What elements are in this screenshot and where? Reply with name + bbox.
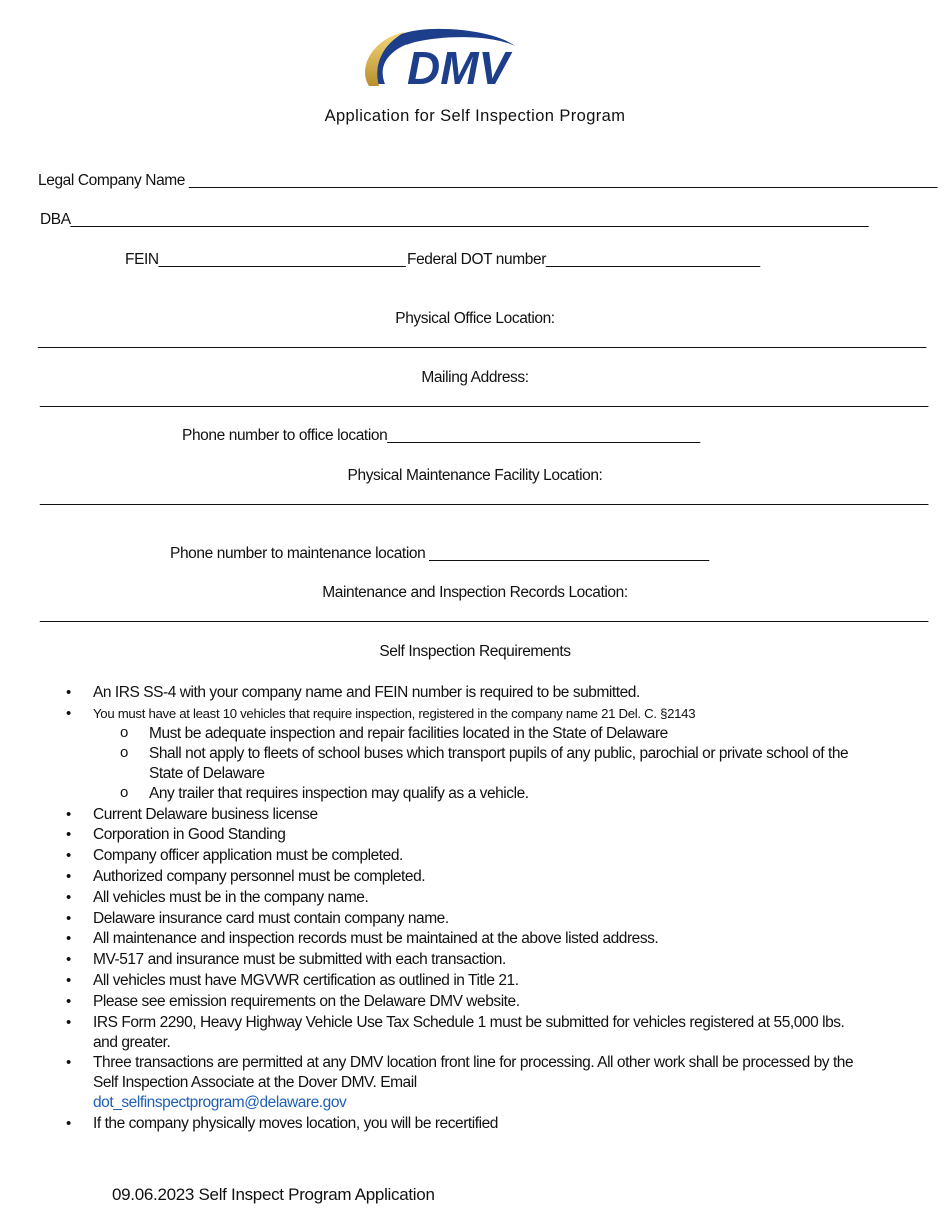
fein-label: FEIN <box>125 251 159 268</box>
legal-company-name-label: Legal Company Name <box>38 172 186 189</box>
federal-dot-blank[interactable]: __________________________ <box>545 251 760 268</box>
requirement-item: • Company officer application must be completed. <box>66 846 856 866</box>
requirement-item: • Corporation in Good Standing <box>66 825 856 845</box>
mailing-address-blank[interactable]: ____________________________________________________________________________________________________________ <box>40 391 928 408</box>
requirement-text: Three transactions are permitted at any DMV location front line for processing. All other work shall be processed by the Self Inspection Associate at the Dover DMV. Email <box>93 1054 854 1092</box>
maintenance-facility-label: Physical Maintenance Facility Location: <box>347 467 603 484</box>
requirement-item: • MV-517 and insurance must be submitted with each transaction. <box>66 950 856 970</box>
dba-row <box>40 211 868 229</box>
requirement-text: You must have at least 10 vehicles that require inspection, registered in the company name 21 Del. C. §2143 <box>93 705 696 721</box>
phone-maintenance-label: Phone number to maintenance location <box>170 545 426 562</box>
physical-office-label: Physical Office Location: <box>395 310 555 327</box>
requirement-item <box>66 704 856 804</box>
requirement-item: • All maintenance and inspection records must be maintained at the above listed address. <box>66 929 856 949</box>
requirement-item: • An IRS SS-4 with your company name and FEIN number is required to be submitted. <box>66 683 856 703</box>
requirement-item <box>66 1053 856 1113</box>
fein-row <box>125 251 405 269</box>
mailing-address-label: Mailing Address: <box>421 369 529 386</box>
fein-blank[interactable]: ______________________________ <box>158 251 406 268</box>
records-location-blank[interactable]: ____________________________________________________________________________________________________________ <box>40 606 928 623</box>
maintenance-facility-blank[interactable]: ____________________________________________________________________________________________________________ <box>40 489 928 506</box>
requirement-subitem: o Any trailer that requires inspection may qualify as a vehicle. <box>93 784 856 804</box>
requirement-subitem: o Shall not apply to fleets of school buses which transport pupils of any public, parochial or private school of the State of Delaware <box>93 744 856 784</box>
legal-company-name-blank[interactable]: ___________________________________________________________________________________________ <box>188 172 938 189</box>
email-link[interactable]: dot_selfinspectprogram@delaware.gov <box>93 1094 347 1112</box>
requirement-item: • If the company physically moves location, you will be recertified <box>66 1114 856 1134</box>
form-title: Application for Self Inspection Program <box>324 107 626 125</box>
federal-dot-row <box>407 251 760 269</box>
dba-blank[interactable]: _________________________________________________________________________________________________ <box>70 211 869 228</box>
requirement-item: • All vehicles must have MGVWR certification as outlined in Title 21. <box>66 971 856 991</box>
requirements-heading: Self Inspection Requirements <box>379 643 571 660</box>
phone-maintenance-row <box>170 545 709 563</box>
requirements-list <box>66 683 856 1135</box>
requirement-item: • Please see emission requirements on the Delaware DMV website. <box>66 992 856 1012</box>
dmv-logo-text: DMV <box>407 42 510 90</box>
phone-maintenance-blank[interactable]: __________________________________ <box>429 545 709 562</box>
requirement-item: • Current Delaware business license <box>66 805 856 825</box>
physical-office-blank[interactable]: ____________________________________________________________________________________________________________ <box>38 332 926 349</box>
phone-office-row <box>182 427 700 445</box>
requirement-item: • All vehicles must be in the company name. <box>66 888 856 908</box>
requirement-item: • Delaware insurance card must contain company name. <box>66 909 856 929</box>
phone-office-blank[interactable]: ______________________________________ <box>387 427 700 444</box>
requirement-item: • IRS Form 2290, Heavy Highway Vehicle Use Tax Schedule 1 must be submitted for vehicles registered at 55,000 lbs. and greater. <box>66 1013 856 1053</box>
federal-dot-label: Federal DOT number <box>407 251 546 268</box>
records-location-label: Maintenance and Inspection Records Location: <box>322 584 628 601</box>
legal-company-name-row <box>38 172 937 190</box>
footer-text: 09.06.2023 Self Inspect Program Application <box>112 1185 435 1204</box>
requirement-subitem: o Must be adequate inspection and repair facilities located in the State of Delaware <box>93 724 856 744</box>
requirement-sublist <box>93 724 856 804</box>
dmv-logo <box>355 24 525 90</box>
dba-label: DBA <box>40 211 71 228</box>
requirement-item: • Authorized company personnel must be completed. <box>66 867 856 887</box>
phone-office-label: Phone number to office location <box>182 427 388 444</box>
dmv-logo-graphic <box>355 24 525 90</box>
